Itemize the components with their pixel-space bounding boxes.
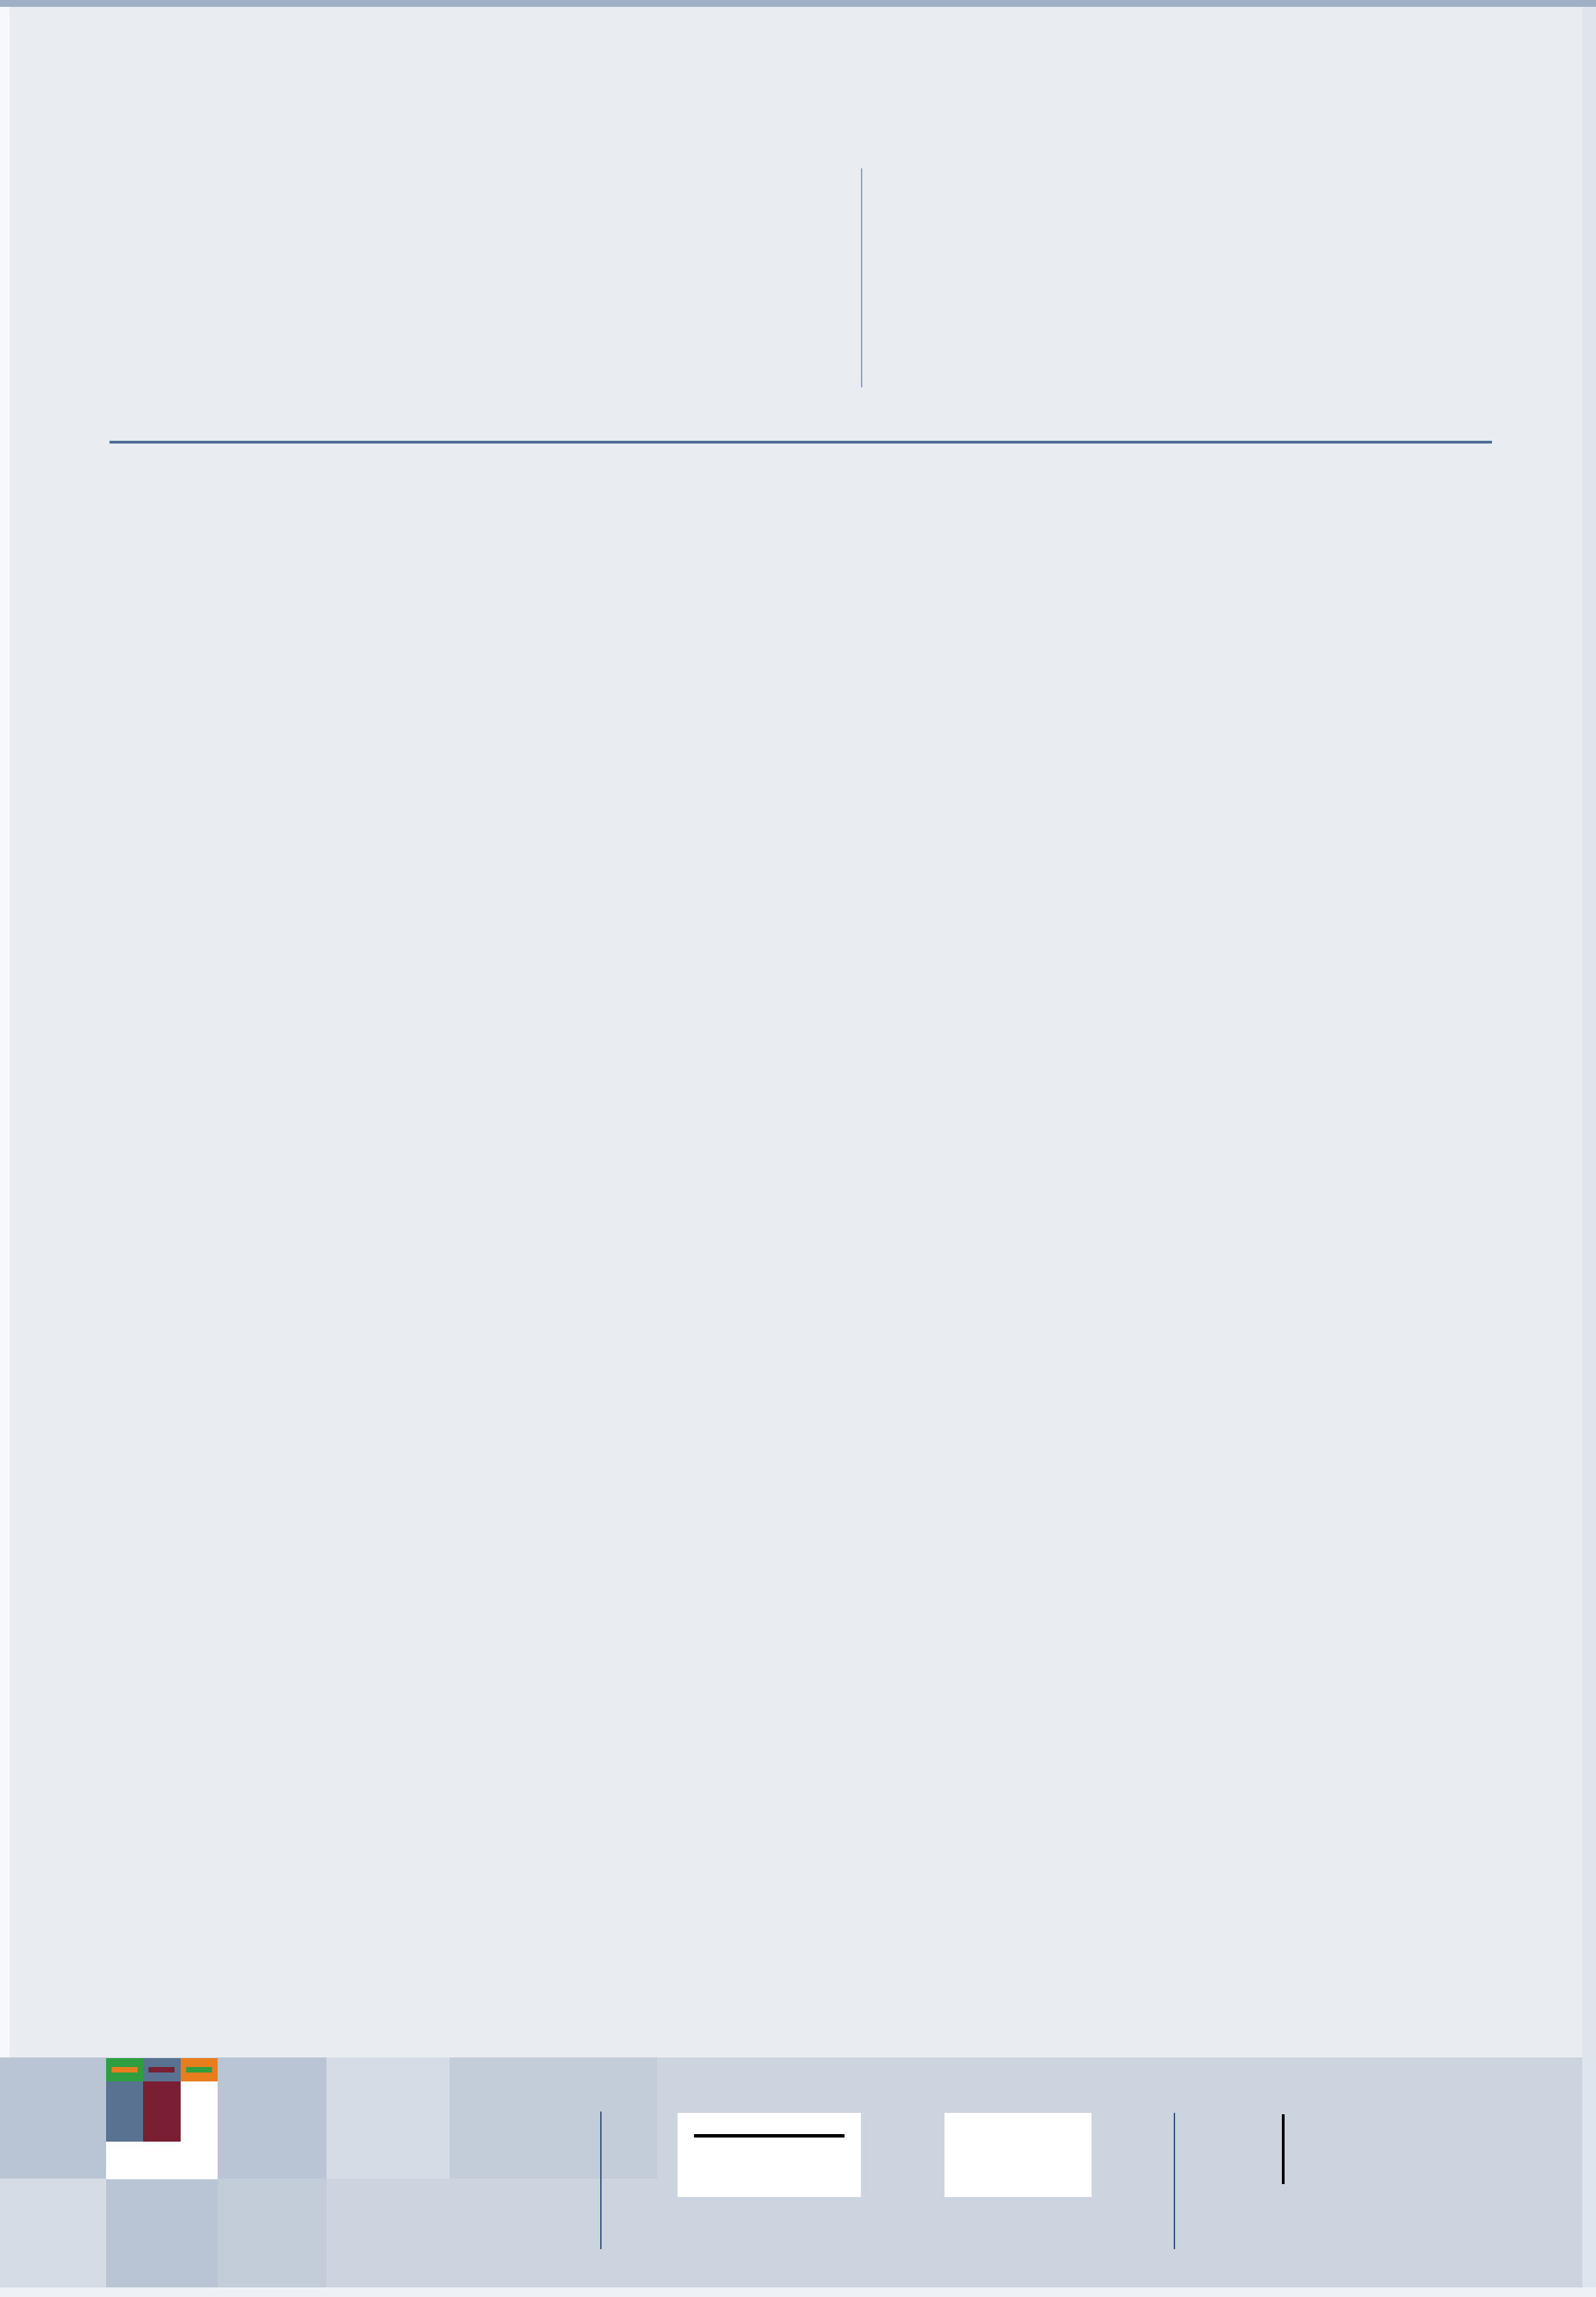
footer-checker-cell [450, 2057, 657, 2179]
ecml-network-graphic [965, 2132, 1074, 2181]
osz-letter [143, 2081, 180, 2142]
osz-logo-top-band [106, 2058, 218, 2081]
osz-logo-letters [106, 2081, 218, 2142]
bmbf-logo [1228, 2110, 1523, 2240]
osz-logo [106, 2058, 218, 2179]
header-left-column [110, 103, 861, 387]
schedule-table [110, 441, 1492, 444]
flyer-footer [0, 2057, 1596, 2297]
efsz-letter-chain [678, 2113, 861, 2158]
header-right-column [862, 103, 888, 387]
footer-checker-cell [218, 2179, 326, 2297]
flyer-header [0, 0, 1596, 387]
footer-checker-cell [0, 2057, 106, 2179]
footer-checker-cell [326, 2057, 450, 2179]
osz-letter [181, 2081, 218, 2142]
footer-divider [600, 2112, 602, 2249]
footer-checker-cell [106, 2179, 218, 2297]
page-frame-right [1582, 7, 1596, 2297]
footer-checker-cell [0, 2179, 106, 2297]
efsz-chain-link [694, 2134, 845, 2138]
bmbf-divider-bar [1282, 2114, 1285, 2184]
footer-divider [1174, 2113, 1175, 2249]
osz-letter [106, 2081, 143, 2142]
ecml-contact-points-logo [944, 2113, 1092, 2197]
efsz-verein-logo [678, 2113, 861, 2197]
footer-checker-cell [218, 2057, 326, 2179]
page-frame-bottom [0, 2287, 1596, 2297]
